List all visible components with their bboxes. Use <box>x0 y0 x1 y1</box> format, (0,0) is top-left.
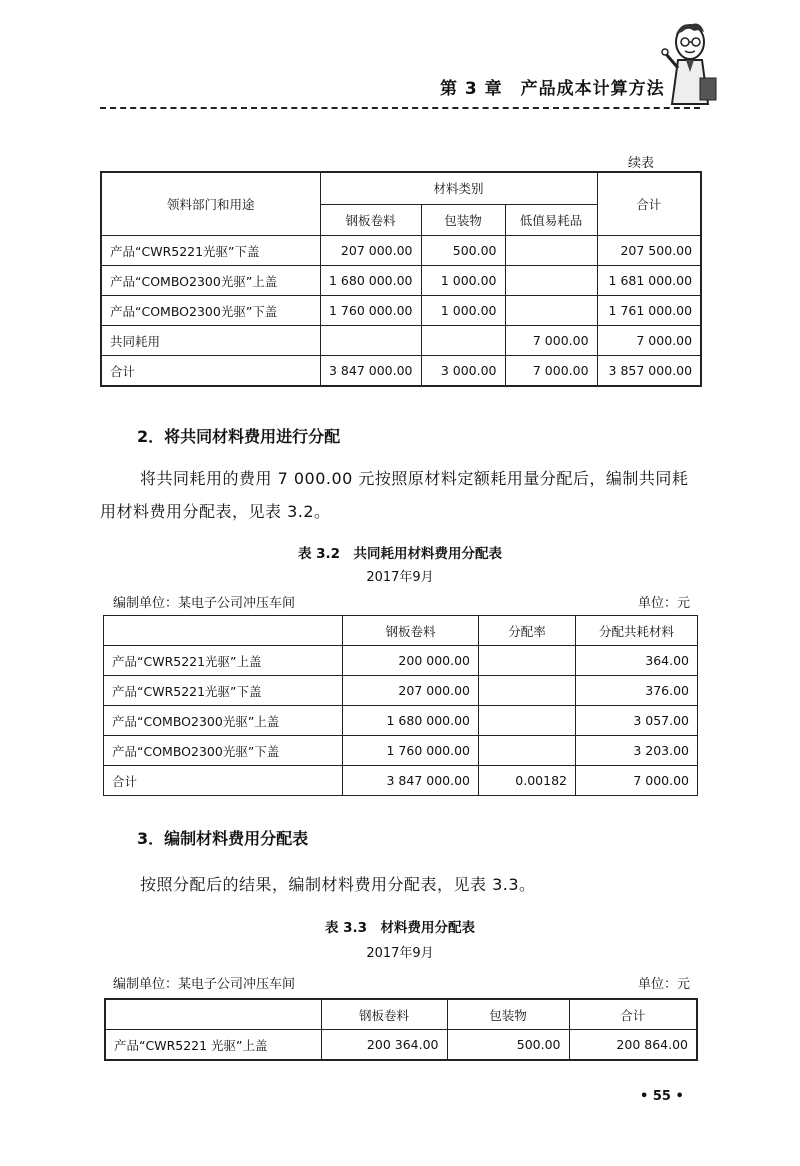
table-row <box>104 676 698 706</box>
table-row <box>101 266 701 296</box>
cell-steel: 3 847 000.00 <box>320 356 421 387</box>
header-blank <box>105 999 321 1030</box>
row-label: 产品“COMBO2300光驱”下盖 <box>101 296 320 326</box>
paragraph: 将共同耗用的费用 7 000.00 元按照原材料定额耗用量分配后，编制共同耗用材料费用分配表，见表 3.2。 <box>100 469 689 521</box>
header-rate: 分配率 <box>479 616 576 646</box>
table-row <box>104 736 698 766</box>
cell-rate <box>479 706 576 736</box>
cell-low <box>505 296 597 326</box>
material-category-table <box>100 171 702 387</box>
cell-total: 7 000.00 <box>597 326 701 356</box>
unit-right: 单位：元 <box>637 977 690 992</box>
header-dept: 领料部门和用途 <box>101 172 320 236</box>
header-total: 合计 <box>597 172 701 236</box>
table-date: 2017年9月 <box>366 946 434 961</box>
material-cost-allocation-table <box>104 998 698 1061</box>
sub-header: 钢板卷料 <box>320 204 421 236</box>
table-row <box>104 706 698 736</box>
cell-pack: 3 000.00 <box>421 356 505 387</box>
cell-total: 200 864.00 <box>569 1030 697 1061</box>
cell-steel: 200 364.00 <box>321 1030 447 1061</box>
page-number: • 55 • <box>640 1089 684 1104</box>
shared-material-allocation-table <box>103 615 698 796</box>
cell-alloc: 3 057.00 <box>576 706 698 736</box>
header-pack: 包装物 <box>447 999 569 1030</box>
cell-steel <box>320 326 421 356</box>
row-label: 合计 <box>101 356 320 387</box>
row-label: 产品“COMBO2300光驱”上盖 <box>101 266 320 296</box>
cell-low: 7 000.00 <box>505 326 597 356</box>
cell-total: 207 500.00 <box>597 236 701 266</box>
cartoon-mascot-illustration <box>660 20 720 116</box>
sub-header: 包装物 <box>421 204 505 236</box>
row-label: 产品“CWR5221 光驱”上盖 <box>105 1030 321 1061</box>
cell-low <box>505 236 597 266</box>
continued-label: 续表 <box>628 156 655 171</box>
table-row <box>101 296 701 326</box>
header-category: 材料类别 <box>320 172 597 204</box>
row-label: 产品“COMBO2300光驱”下盖 <box>104 736 343 766</box>
section-heading: 2．将共同材料费用进行分配 <box>137 427 341 446</box>
cell-pack: 500.00 <box>421 236 505 266</box>
cell-total: 1 761 000.00 <box>597 296 701 326</box>
cell-alloc: 376.00 <box>576 676 698 706</box>
unit-left: 编制单位：某电子公司冲压车间 <box>113 596 296 611</box>
paragraph: 按照分配后的结果，编制材料费用分配表，见表 3.3。 <box>140 875 536 894</box>
table-caption: 表 3.3 材料费用分配表 <box>324 920 476 936</box>
cell-rate <box>479 676 576 706</box>
cell-steel: 3 847 000.00 <box>343 766 479 796</box>
unit-row <box>113 592 690 611</box>
row-label: 共同耗用 <box>101 326 320 356</box>
table-row <box>105 1030 697 1061</box>
header-steel: 钢板卷料 <box>321 999 447 1030</box>
cell-rate <box>479 646 576 676</box>
cell-steel: 1 680 000.00 <box>343 706 479 736</box>
cell-rate <box>479 736 576 766</box>
cell-total: 3 857 000.00 <box>597 356 701 387</box>
sub-header: 低值易耗品 <box>505 204 597 236</box>
cell-steel: 207 000.00 <box>320 236 421 266</box>
cell-pack: 500.00 <box>447 1030 569 1061</box>
unit-row <box>113 973 690 992</box>
row-label: 产品“CWR5221光驱”下盖 <box>101 236 320 266</box>
cell-low <box>505 266 597 296</box>
cell-pack: 1 000.00 <box>421 266 505 296</box>
header-total: 合计 <box>569 999 697 1030</box>
cell-pack: 1 000.00 <box>421 296 505 326</box>
table-caption: 表 3.2 共同耗用材料费用分配表 <box>297 546 503 562</box>
cell-steel: 1 680 000.00 <box>320 266 421 296</box>
cell-alloc: 3 203.00 <box>576 736 698 766</box>
unit-right: 单位：元 <box>637 596 690 611</box>
cell-alloc: 364.00 <box>576 646 698 676</box>
header-steel: 钢板卷料 <box>343 616 479 646</box>
cell-low: 7 000.00 <box>505 356 597 387</box>
cell-rate: 0.00182 <box>479 766 576 796</box>
table-row <box>104 646 698 676</box>
cell-steel: 1 760 000.00 <box>343 736 479 766</box>
unit-left: 编制单位：某电子公司冲压车间 <box>113 977 296 992</box>
cell-pack <box>421 326 505 356</box>
header-blank <box>104 616 343 646</box>
table-row <box>101 236 701 266</box>
chapter-title: 第 3 章 产品成本计算方法 <box>440 79 665 99</box>
row-label: 产品“CWR5221光驱”上盖 <box>104 646 343 676</box>
table-row <box>101 326 701 356</box>
table-row <box>104 766 698 796</box>
cell-steel: 200 000.00 <box>343 646 479 676</box>
row-label: 产品“CWR5221光驱”下盖 <box>104 676 343 706</box>
table-row <box>101 356 701 387</box>
cell-alloc: 7 000.00 <box>576 766 698 796</box>
cell-steel: 207 000.00 <box>343 676 479 706</box>
row-label: 产品“COMBO2300光驱”上盖 <box>104 706 343 736</box>
cell-total: 1 681 000.00 <box>597 266 701 296</box>
section-heading: 3．编制材料费用分配表 <box>137 829 309 848</box>
row-label: 合计 <box>104 766 343 796</box>
table-date: 2017年9月 <box>366 570 434 585</box>
header-divider <box>100 107 700 109</box>
cell-steel: 1 760 000.00 <box>320 296 421 326</box>
header-alloc: 分配共耗材料 <box>576 616 698 646</box>
